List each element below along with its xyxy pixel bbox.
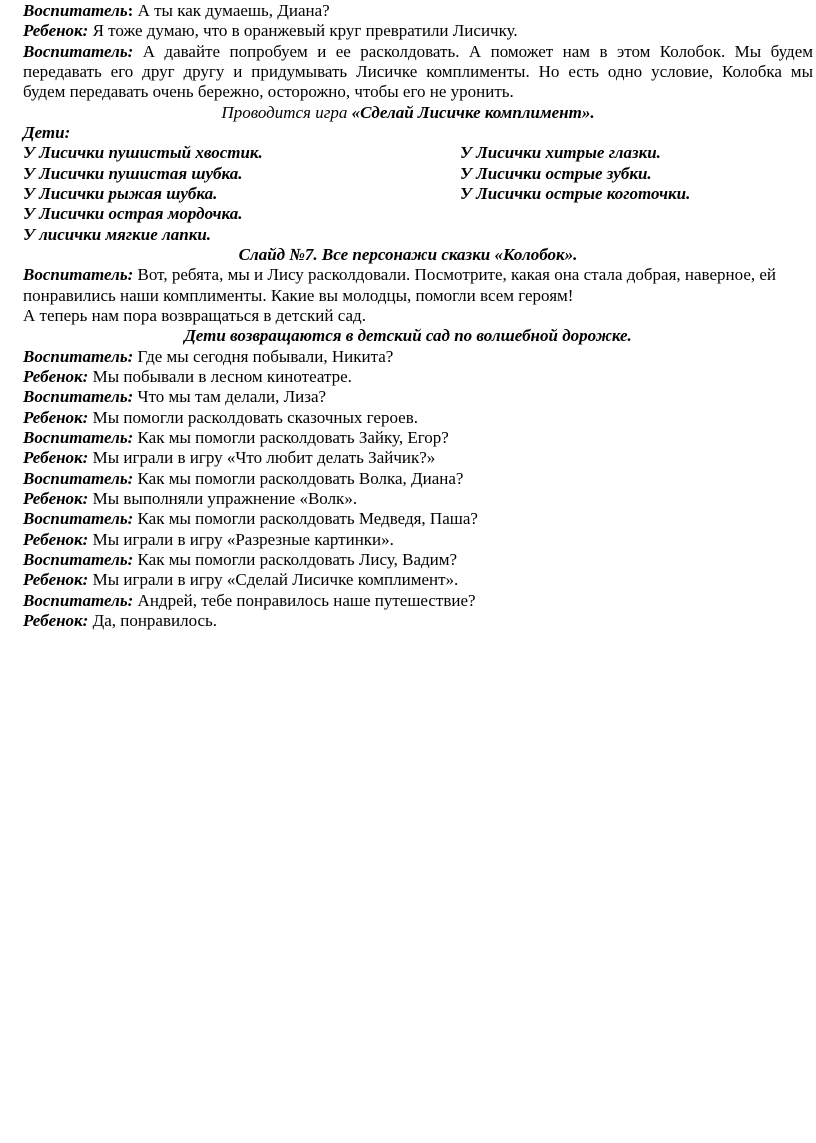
dialogue-line [23, 570, 458, 590]
line-text: Мы побывали в лесном кинотеатре. [88, 367, 352, 386]
line-text: передавать его друг другу и придумывать Лисичке комплименты. Но есть одно условие, Колобка мы [23, 62, 813, 81]
line-text: Где мы сегодня побывали, Никита? [133, 347, 394, 366]
line-text: Мы выполняли упражнение «Волк». [88, 489, 358, 508]
dialogue-line [23, 489, 357, 509]
line-text: Мы играли в игру «Разрезные картинки». [88, 530, 394, 549]
speaker-label: Воспитатель: [23, 42, 134, 61]
line-text: А теперь нам пора возвращаться в детский сад. [23, 306, 366, 325]
line-text: Я тоже думаю, что в оранжевый круг превратили Лисичку. [88, 21, 518, 40]
speaker-label: Ребенок: [23, 448, 89, 467]
line-text: А давайте попробуем и ее расколдовать. А поможет нам в этом Колобок. Мы будем [133, 42, 813, 61]
dialogue-line [23, 42, 813, 62]
dialogue-line [23, 509, 478, 529]
speaker-label: Воспитатель: [23, 387, 134, 406]
compliment-left: У Лисички пушистая шубка. [23, 164, 243, 183]
game-title: «Сделай Лисичке комплимент». [351, 103, 595, 122]
continuation-line [23, 82, 514, 102]
speaker-label: Воспитатель: [23, 591, 134, 610]
compliment-right: У Лисички острые коготочки. [460, 184, 691, 203]
compliment-left: У лисички мягкие лапки. [23, 225, 212, 244]
dialogue-line [23, 367, 352, 387]
line-text: Как мы помогли расколдовать Зайку, Егор? [133, 428, 449, 447]
compliment-left: У Лисички рыжая шубка. [23, 184, 218, 203]
dialogue-line [23, 347, 393, 367]
line-text: Мы помогли расколдовать сказочных героев. [88, 408, 419, 427]
dialogue-line [23, 469, 463, 489]
dialogue-line [23, 530, 394, 550]
dialogue-line [23, 408, 418, 428]
dialogue-line [23, 265, 776, 285]
speaker-label: Воспитатель: [23, 347, 134, 366]
line-text: понравились наши комплименты. Какие вы молодцы, помогли всем героям! [23, 286, 574, 305]
speaker-label: Ребенок: [23, 611, 89, 630]
dialogue-line [23, 591, 476, 611]
return-heading: Дети возвращаются в детский сад по волшебной дорожке. [184, 326, 632, 345]
children-heading: Дети: [23, 123, 71, 142]
line-text: А ты как думаешь, Диана? [133, 1, 330, 20]
dialogue-line [23, 387, 326, 407]
speaker-label: Воспитатель: [23, 265, 134, 284]
speaker-label: Ребенок: [23, 530, 89, 549]
speaker-label: Воспитатель: [23, 469, 134, 488]
speaker-label: Воспитатель: [23, 428, 134, 447]
dialogue-line [23, 21, 518, 41]
speaker-label: Ребенок: [23, 489, 89, 508]
game-heading [0, 103, 816, 123]
line-text: Мы играли в игру «Что любит делать Зайчик?» [88, 448, 436, 467]
line-text: Андрей, тебе понравилось наше путешествие? [133, 591, 476, 610]
line-text: Как мы помогли расколдовать Медведя, Паша? [133, 509, 478, 528]
dialogue-line [23, 428, 449, 448]
continuation-line [23, 306, 366, 326]
compliment-left: У Лисички острая мордочка. [23, 204, 243, 223]
line-text: Что мы там делали, Лиза? [133, 387, 327, 406]
line-text: Вот, ребята, мы и Лису расколдовали. Посмотрите, какая она стала добрая, наверное, ей [133, 265, 777, 284]
continuation-line [23, 62, 813, 82]
speaker-label: Воспитатель [23, 1, 128, 20]
dialogue-line [23, 550, 457, 570]
speaker-label: Ребенок: [23, 21, 89, 40]
line-text: Как мы помогли расколдовать Волка, Диана? [133, 469, 464, 488]
dialogue-line [23, 1, 330, 21]
speaker-label: Ребенок: [23, 570, 89, 589]
speaker-label: Ребенок: [23, 367, 89, 386]
dialogue-line [23, 611, 217, 631]
speaker-label: Ребенок: [23, 408, 89, 427]
line-text: будем передавать очень бережно, осторожно, чтобы его не уронить. [23, 82, 514, 101]
dialogue-line [23, 448, 435, 468]
line-text: Мы играли в игру «Сделай Лисичке комплимент». [88, 570, 459, 589]
compliment-left: У Лисички пушистый хвостик. [23, 143, 263, 162]
speaker-label: Воспитатель: [23, 550, 134, 569]
slide-heading: Слайд №7. Все персонажи сказки «Колобок». [238, 245, 578, 264]
speaker-label: Воспитатель: [23, 509, 134, 528]
compliment-right: У Лисички хитрые глазки. [460, 143, 661, 162]
speaker-colon: : [127, 1, 134, 20]
game-intro: Проводится игра [221, 103, 352, 122]
compliment-right: У Лисички острые зубки. [460, 164, 652, 183]
line-text: Да, понравилось. [88, 611, 218, 630]
line-text: Как мы помогли расколдовать Лису, Вадим? [133, 550, 458, 569]
continuation-line [23, 286, 573, 306]
